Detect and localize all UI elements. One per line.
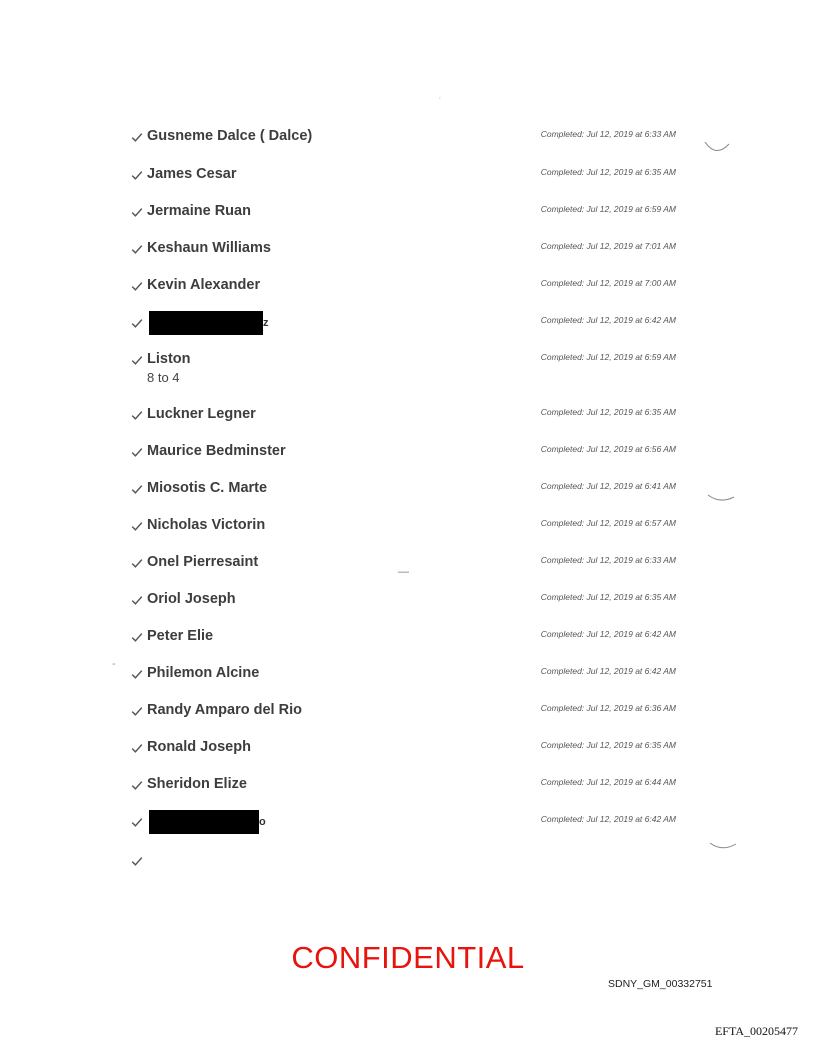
checkmark-icon xyxy=(131,558,144,571)
list-item xyxy=(131,166,676,190)
person-name: Philemon Alcine xyxy=(147,665,260,681)
completed-timestamp: Completed: Jul 12, 2019 at 6:33 AM xyxy=(540,129,676,139)
person-name: Maurice Bedminster xyxy=(147,443,286,459)
completed-timestamp: Completed: Jul 12, 2019 at 6:35 AM xyxy=(540,740,676,750)
list-item xyxy=(131,128,676,152)
completed-timestamp: Completed: Jul 12, 2019 at 6:44 AM xyxy=(540,777,676,787)
list-item xyxy=(131,443,676,467)
redaction-bar xyxy=(149,810,259,834)
list-item xyxy=(131,852,676,876)
checkmark-icon xyxy=(131,207,144,220)
completed-timestamp: Completed: Jul 12, 2019 at 6:42 AM xyxy=(540,315,676,325)
person-name: Sheridon Elize xyxy=(147,776,247,792)
checkmark-icon xyxy=(131,132,144,145)
scan-speck: - xyxy=(112,658,116,670)
person-name: Gusneme Dalce ( Dalce) xyxy=(147,128,313,144)
completed-timestamp: Completed: Jul 12, 2019 at 6:42 AM xyxy=(540,666,676,676)
list-item xyxy=(131,351,676,385)
checkmark-icon xyxy=(131,447,144,460)
person-name: Randy Amparo del Rio xyxy=(147,702,302,718)
checkmark-icon xyxy=(131,706,144,719)
completed-timestamp: Completed: Jul 12, 2019 at 6:42 AM xyxy=(540,814,676,824)
completed-timestamp: Completed: Jul 12, 2019 at 7:00 AM xyxy=(540,278,676,288)
checkmark-icon xyxy=(131,281,144,294)
redacted-name-tail: z xyxy=(263,317,269,329)
completed-timestamp: Completed: Jul 12, 2019 at 6:41 AM xyxy=(540,481,676,491)
completed-timestamp: Completed: Jul 12, 2019 at 6:35 AM xyxy=(540,407,676,417)
scan-speck: — xyxy=(398,566,409,578)
person-name: Liston xyxy=(147,351,191,367)
list-item xyxy=(131,480,676,504)
completed-timestamp: Completed: Jul 12, 2019 at 6:59 AM xyxy=(540,352,676,362)
confidential-stamp: CONFIDENTIAL xyxy=(291,940,525,975)
checkmark-icon xyxy=(131,780,144,793)
checkmark-icon xyxy=(131,743,144,756)
list-item xyxy=(131,702,676,726)
list-item xyxy=(131,813,676,837)
person-name: Oriol Joseph xyxy=(147,591,236,607)
person-name: Ronald Joseph xyxy=(147,739,251,755)
list-item xyxy=(131,203,676,227)
completed-timestamp: Completed: Jul 12, 2019 at 6:35 AM xyxy=(540,167,676,177)
redacted-name-tail: o xyxy=(259,816,266,828)
completed-timestamp: Completed: Jul 12, 2019 at 6:59 AM xyxy=(540,204,676,214)
binder-hole-arc xyxy=(708,840,738,854)
list-item xyxy=(131,517,676,541)
checkmark-icon xyxy=(131,521,144,534)
list-item xyxy=(131,776,676,800)
list-item xyxy=(131,665,676,689)
checkmark-icon xyxy=(131,817,144,830)
checkmark-icon xyxy=(131,244,144,257)
list-item xyxy=(131,277,676,301)
completed-timestamp: Completed: Jul 12, 2019 at 6:36 AM xyxy=(540,703,676,713)
list-item xyxy=(131,314,676,338)
list-item xyxy=(131,406,676,430)
checkmark-icon xyxy=(131,595,144,608)
person-name: Kevin Alexander xyxy=(147,277,261,293)
list-item xyxy=(131,591,676,615)
completed-timestamp: Completed: Jul 12, 2019 at 7:01 AM xyxy=(540,241,676,251)
checkmark-icon xyxy=(131,170,144,183)
checkmark-icon xyxy=(131,669,144,682)
list-item xyxy=(131,628,676,652)
list-item xyxy=(131,240,676,264)
checkmark-icon xyxy=(131,484,144,497)
shift-note: 8 to 4 xyxy=(147,370,180,385)
checkmark-icon xyxy=(131,632,144,645)
completed-timestamp: Completed: Jul 12, 2019 at 6:42 AM xyxy=(540,629,676,639)
list-item xyxy=(131,554,676,578)
list-item xyxy=(131,739,676,763)
person-name: Luckner Legner xyxy=(147,406,256,422)
person-name: Peter Elie xyxy=(147,628,214,644)
checkmark-icon xyxy=(131,410,144,423)
completed-timestamp: Completed: Jul 12, 2019 at 6:57 AM xyxy=(540,518,676,528)
efta-number: EFTA_00205477 xyxy=(714,1024,798,1038)
binder-hole-arc xyxy=(702,136,732,158)
completed-timestamp: Completed: Jul 12, 2019 at 6:56 AM xyxy=(540,444,676,454)
person-name: Jermaine Ruan xyxy=(147,203,251,219)
person-name: Onel Pierresaint xyxy=(147,554,259,570)
scan-speck: · xyxy=(438,92,442,104)
checkmark-icon xyxy=(131,355,144,368)
bates-number: SDNY_GM_00332751 xyxy=(608,978,713,990)
binder-hole-arc xyxy=(706,492,736,506)
person-name: Keshaun Williams xyxy=(147,240,271,256)
completed-timestamp: Completed: Jul 12, 2019 at 6:33 AM xyxy=(540,555,676,565)
person-name: Miosotis C. Marte xyxy=(147,480,268,496)
checkmark-icon xyxy=(131,856,144,869)
redaction-bar xyxy=(149,311,263,335)
person-name: Nicholas Victorin xyxy=(147,517,266,533)
completed-timestamp: Completed: Jul 12, 2019 at 6:35 AM xyxy=(540,592,676,602)
checkmark-icon xyxy=(131,318,144,331)
person-name: James Cesar xyxy=(147,166,237,182)
